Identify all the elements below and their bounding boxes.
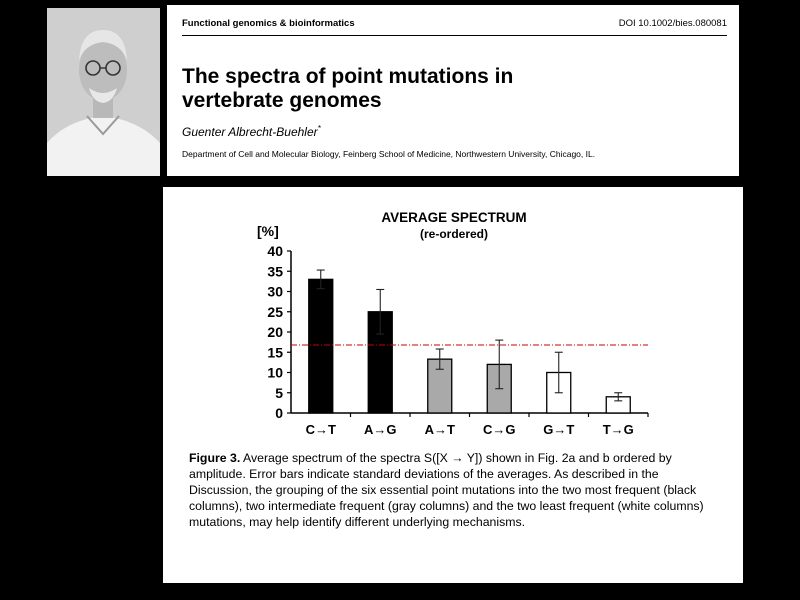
x-tick-label-1: A→G [364,422,397,437]
header-rule [182,35,727,36]
chart-subtitle: (re-ordered) [419,227,489,241]
y-tick-label: 10 [267,364,283,381]
doi-label: DOI 10.1002/bies.080081 [618,18,727,29]
x-tick-label-0: C→T [305,422,336,437]
y-tick-label: 30 [267,283,283,300]
y-axis-label: [%] [257,223,279,239]
y-tick-label: 5 [275,384,283,401]
y-tick-label: 20 [267,324,283,340]
y-tick-label: 25 [267,303,283,320]
x-tick-label-4: G→T [543,422,575,437]
paper-title [182,65,702,113]
y-tick-label: 15 [267,344,283,361]
y-tick-label: 0 [275,405,283,421]
caption-text: Average spectrum of the spectra S([X → Y]) shown in Fig. 2a and b ordered by amplitude. Error bars indicate standard deviations of the averages. As described in the Discussion, the grouping of the six essential point mutations into the two most frequent (black columns), two intermediate frequent (gray columns) and the two least frequent (white columns) mutations, may help identify different underlying mechanisms. [189,451,704,529]
y-tick-label: 40 [267,243,283,259]
affiliation: Department of Cell and Molecular Biology, Feinberg School of Medicine, Northwestern University, Chicago, IL. [182,149,596,159]
figure-panel [163,187,743,583]
bar-chart [163,187,743,449]
x-tick-label-2: A→T [424,422,455,437]
author-name-text: Guenter Albrecht-Buehler [182,125,318,139]
figure-caption [189,450,721,530]
section-label: Functional genomics & bioinformatics [182,18,355,29]
bar-0 [309,279,333,413]
plot-area [267,243,648,437]
caption-label: Figure 3. [189,451,241,465]
paper-header [167,5,739,176]
x-tick-label-3: C→G [483,422,516,437]
author-name [182,124,321,139]
y-tick-label: 35 [267,263,283,280]
author-photo [47,8,160,176]
paper-title-line-2: vertebrate genomes [182,89,382,112]
chart-title: AVERAGE SPECTRUM [381,210,527,225]
x-tick-label-5: T→G [602,422,634,437]
paper-title-line-1: The spectra of point mutations in [182,65,514,88]
author-mark: * [317,124,321,133]
